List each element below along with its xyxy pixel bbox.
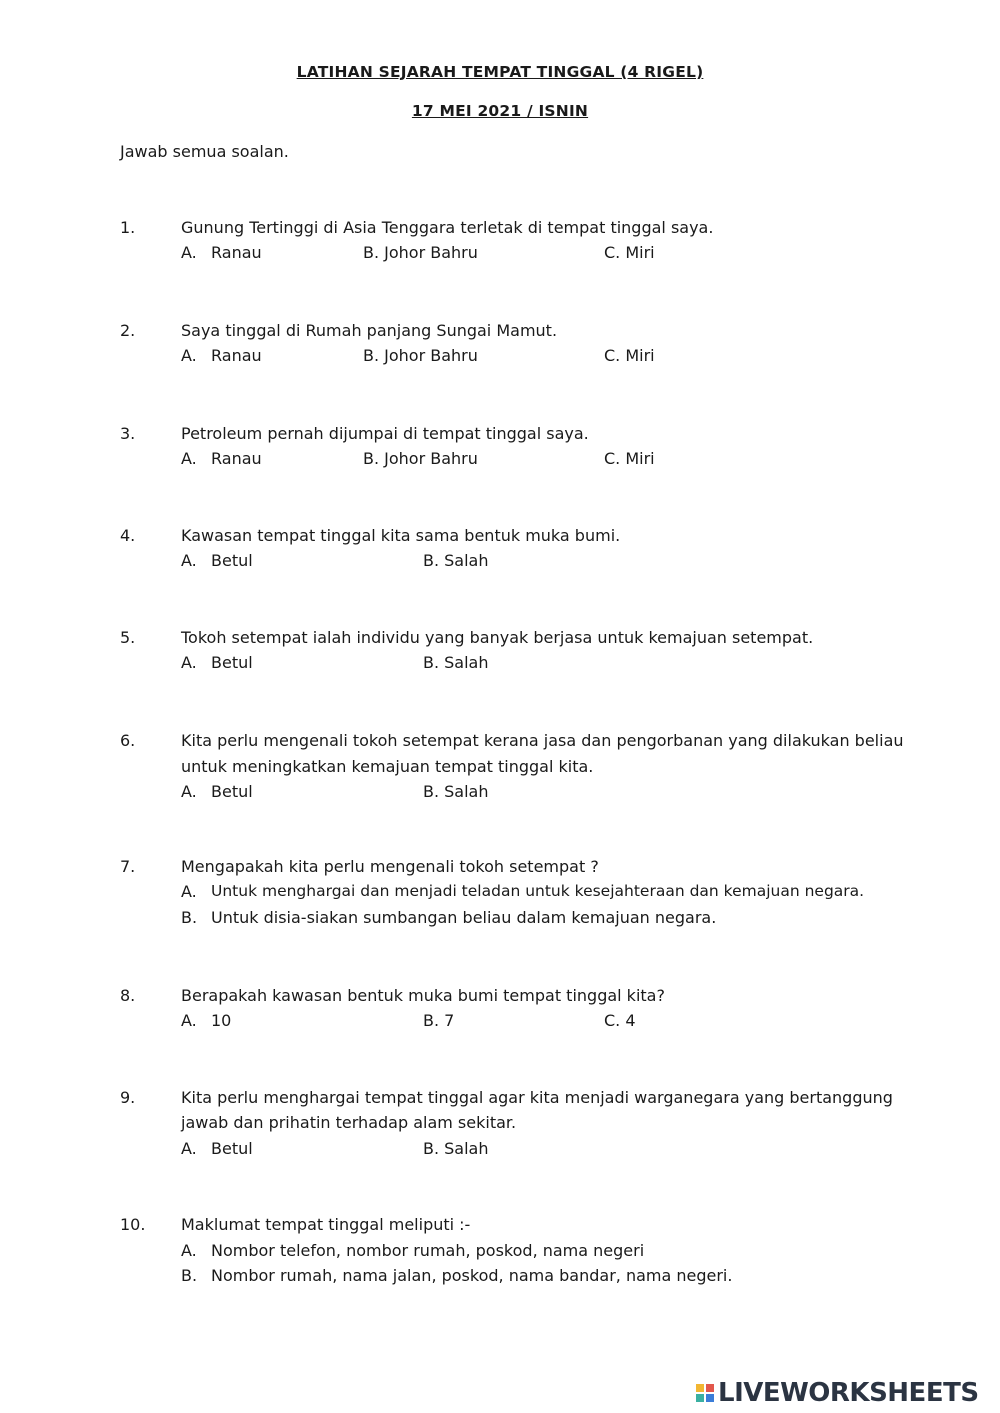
question-text: Kita perlu menghargai tempat tinggal agar kita menjadi warganegara yang bertanggung: [181, 1088, 893, 1107]
question-text-line-2: jawab dan prihatin terhadap alam sekitar.: [181, 1113, 517, 1132]
option-a-letter: A.: [181, 782, 197, 801]
instruction-text: Jawab semua soalan.: [120, 142, 289, 161]
option-a-letter: A.: [181, 346, 197, 365]
question-text: Mengapakah kita perlu mengenali tokoh setempat ?: [181, 857, 599, 876]
option-b-letter: B.: [181, 1266, 198, 1285]
option-b[interactable]: B. Johor Bahru: [363, 346, 478, 365]
option-a[interactable]: Betul: [211, 782, 253, 801]
question-number: 2.: [120, 321, 136, 340]
option-a-letter: A.: [181, 1241, 197, 1260]
question-text: Kita perlu mengenali tokoh setempat kerana jasa dan pengorbanan yang dilakukan beliau: [181, 731, 904, 750]
option-a-letter: A.: [181, 1139, 197, 1158]
question-number: 3.: [120, 424, 136, 443]
option-a-letter: A.: [181, 243, 197, 262]
option-b-letter: B.: [181, 908, 198, 927]
option-a[interactable]: Ranau: [211, 243, 262, 262]
option-a-letter: A.: [181, 551, 197, 570]
logo-text: LIVEWORKSHEETS: [718, 1378, 979, 1408]
option-a-letter: A.: [181, 1011, 197, 1030]
option-a[interactable]: Nombor telefon, nombor rumah, poskod, nama negeri: [211, 1241, 645, 1260]
question-number: 8.: [120, 986, 136, 1005]
option-c[interactable]: C. Miri: [604, 449, 655, 468]
option-b[interactable]: B. Salah: [423, 551, 489, 570]
question-text: Tokoh setempat ialah individu yang banyak berjasa untuk kemajuan setempat.: [181, 628, 814, 647]
option-a[interactable]: Betul: [211, 551, 253, 570]
question-number: 1.: [120, 218, 136, 237]
question-text-line-2: untuk meningkatkan kemajuan tempat tinggal kita.: [181, 757, 594, 776]
liveworksheets-logo: [696, 1378, 979, 1408]
option-a[interactable]: Ranau: [211, 449, 262, 468]
option-b[interactable]: Untuk disia-siakan sumbangan beliau dalam kemajuan negara.: [211, 908, 717, 927]
question-text: Berapakah kawasan bentuk muka bumi tempat tinggal kita?: [181, 986, 665, 1005]
worksheet-date: 17 MEI 2021 / ISNIN: [411, 102, 589, 120]
option-c[interactable]: C. 4: [604, 1011, 636, 1030]
option-a-letter: A.: [181, 449, 197, 468]
option-c[interactable]: C. Miri: [604, 243, 655, 262]
option-a[interactable]: Ranau: [211, 346, 262, 365]
option-b[interactable]: B. Salah: [423, 782, 489, 801]
option-a[interactable]: Betul: [211, 653, 253, 672]
option-b[interactable]: B. Johor Bahru: [363, 243, 478, 262]
option-b[interactable]: Nombor rumah, nama jalan, poskod, nama bandar, nama negeri.: [211, 1266, 733, 1285]
option-b[interactable]: B. 7: [423, 1011, 455, 1030]
option-a-letter: A.: [181, 882, 197, 901]
question-text: Gunung Tertinggi di Asia Tenggara terletak di tempat tinggal saya.: [181, 218, 714, 237]
logo-blocks-icon: [696, 1384, 714, 1402]
question-number: 10.: [120, 1215, 146, 1234]
option-b[interactable]: B. Salah: [423, 653, 489, 672]
option-a[interactable]: Betul: [211, 1139, 253, 1158]
option-a-letter: A.: [181, 653, 197, 672]
question-text: Petroleum pernah dijumpai di tempat tinggal saya.: [181, 424, 589, 443]
question-number: 6.: [120, 731, 136, 750]
question-number: 9.: [120, 1088, 136, 1107]
option-b[interactable]: B. Johor Bahru: [363, 449, 478, 468]
option-a[interactable]: Untuk menghargai dan menjadi teladan untuk kesejahteraan dan kemajuan negara.: [211, 882, 865, 900]
question-text: Maklumat tempat tinggal meliputi :-: [181, 1215, 471, 1234]
worksheet-title: LATIHAN SEJARAH TEMPAT TINGGAL (4 RIGEL): [296, 63, 704, 81]
question-text: Kawasan tempat tinggal kita sama bentuk muka bumi.: [181, 526, 621, 545]
question-text: Saya tinggal di Rumah panjang Sungai Mamut.: [181, 321, 558, 340]
question-number: 5.: [120, 628, 136, 647]
question-number: 4.: [120, 526, 136, 545]
option-c[interactable]: C. Miri: [604, 346, 655, 365]
option-a[interactable]: 10: [211, 1011, 232, 1030]
question-number: 7.: [120, 857, 136, 876]
option-b[interactable]: B. Salah: [423, 1139, 489, 1158]
